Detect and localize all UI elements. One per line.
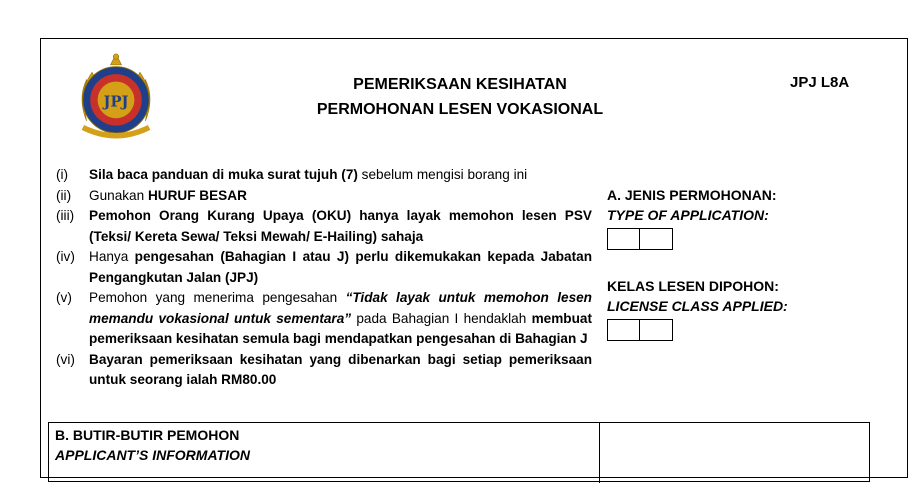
jpj-logo [70, 52, 162, 144]
form-code: JPJ L8A [790, 74, 850, 91]
application-type-boxes [607, 228, 673, 250]
applicant-info-subtitle: APPLICANT’S INFORMATION [55, 447, 250, 463]
application-type-label: A. JENIS PERMOHONAN: TYPE OF APPLICATION: [607, 187, 777, 223]
license-class-boxes [607, 319, 673, 341]
applicant-info-section [48, 422, 870, 482]
application-type-box-1[interactable] [607, 228, 640, 250]
logo-emblem-text: JPJ [103, 93, 129, 111]
license-class-box-1[interactable] [607, 319, 640, 341]
form-title-line1: PEMERIKSAAN KESIHATAN [353, 76, 567, 93]
instruction-item: (i) Sila baca panduan di muka surat tujuh (7) sebelum mengisi borang ini [56, 167, 528, 182]
instruction-item: (ii) Gunakan HURUF BESAR [56, 187, 247, 203]
instruction-item: (iv) Hanya pengesahan (Bahagian I atau J) perlu dikemukakan kepada Jabatan Pengangkutan Jalan (JPJ) [56, 249, 593, 285]
instruction-item: (iii) Pemohon Orang Kurang Upaya (OKU) hanya layak memohon lesen PSV (Teksi/ Kereta Sewa/ Teksi Mewah/ E-Hailing) sahaja [56, 208, 592, 244]
applicant-info-title: B. BUTIR-BUTIR PEMOHON [55, 427, 240, 443]
form-title [240, 72, 680, 122]
instructions-list [56, 165, 592, 391]
license-class-label: KELAS LESEN DIPOHON: LICENSE CLASS APPLIED: [607, 278, 788, 314]
instruction-item: (v) Pemohon yang menerima pengesahan “Tidak layak untuk memohon lesen memandu vokasional untuk sementara” pada Bahagian I hendaklah membuat pemeriksaan kesihatan semula bagi mendapatkan pengesahan di Bahagian J [56, 290, 593, 346]
application-type-box-2[interactable] [640, 228, 673, 250]
instruction-item: (vi) Bayaran pemeriksaan kesihatan yang dibenarkan bagi setiap pemeriksaan untuk seorang ialah RM80.00 [56, 351, 592, 387]
form-title-line2: PERMOHONAN LESEN VOKASIONAL [316, 101, 604, 118]
license-class-box-2[interactable] [640, 319, 673, 341]
section-divider [599, 423, 600, 483]
